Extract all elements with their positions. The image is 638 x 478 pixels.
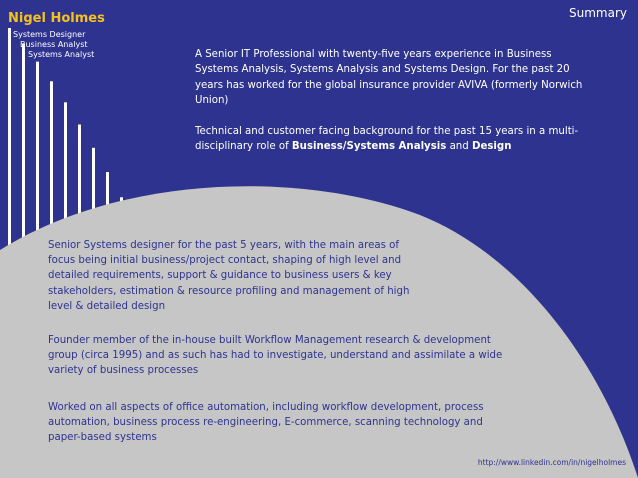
slide-title: Summary [569,6,627,20]
role-systems-analyst: Systems Analyst [28,50,95,59]
intro-bold-analysis: Business/Systems Analysis [291,141,447,153]
intro-bold-design: Design [471,141,512,153]
linkedin-link[interactable]: http://www.linkedin.com/in/nigelholmes [477,458,626,467]
role-systems-designer: Systems Designer [13,30,86,39]
body-paragraph-2: Founder member of the in-house built Workflow Management research & development group (circa 1995) and as such has had to investigate, understand and assimilate a wide variety of business processes [48,335,503,377]
person-name: Nigel Holmes [8,11,105,26]
body-paragraph-3: Worked on all aspects of office automation, including workflow development, process automation, business process re-engineering, E-commerce, scanning technology and paper-based systems [48,402,484,444]
intro-text-and: and [446,141,472,153]
role-business-analyst: Business Analyst [20,40,88,49]
body-paragraph-1: Senior Systems designer for the past 5 years, with the main areas of focus being initial business/project contact, shaping of high level and detailed requirements, support & guidance to business users & key stakeholders, estimation & resource profiling and management of high level & detailed design [48,240,410,312]
intro-paragraph-1: A Senior IT Professional with twenty-five years experience in Business Systems Analysis, Systems Analysis and Systems Design. For the past 20 years has worked for the global insurance provider AVIVA (formerly Norwich Union) [195,49,583,106]
intro-text-prefix: Technical and customer facing background for the past 15 years in a multi-disciplinary role of [195,126,579,153]
intro-paragraph-2 [195,124,595,155]
